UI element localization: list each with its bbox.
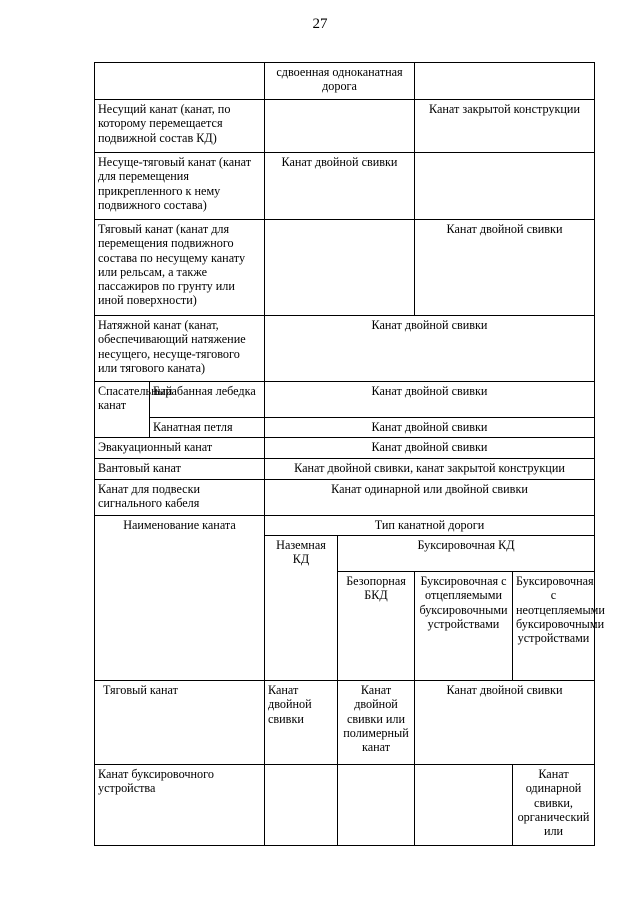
table-cell: Канат двойной свивки bbox=[265, 153, 415, 220]
rope-name-cell: Тяговый канат (канат для перемещения подвижного состава по несущему канату или рельсам, а также пассажиров по грунту или иной поверхности) bbox=[95, 220, 265, 316]
table-cell bbox=[265, 100, 415, 153]
table-row bbox=[95, 438, 595, 459]
rope-name-cell: Несуще-тяговый канат (канат для перемещения прикрепленного к нему подвижного состава) bbox=[95, 153, 265, 220]
rope-name-cell: Спасательный канат bbox=[95, 382, 150, 438]
rope-name-cell: Несущий канат (канат, по которому перемещается подвижной состав КД) bbox=[95, 100, 265, 153]
type-header-cell: Тип канатной дороги bbox=[265, 516, 595, 536]
table-row bbox=[95, 516, 595, 536]
table-cell: Канат одинарной или двойной свивки bbox=[265, 480, 595, 516]
rope-subname-cell: Канатная петля bbox=[150, 418, 265, 438]
table-row bbox=[95, 459, 595, 480]
subtype-header-cell: Буксировочная с неотцепляемыми буксировочными устройствами bbox=[513, 572, 595, 681]
table-cell: Канат двойной свивки bbox=[415, 681, 595, 765]
table-row bbox=[95, 681, 595, 765]
table-cell: Канат двойной свивки, канат закрытой конструкции bbox=[265, 459, 595, 480]
table-cell bbox=[415, 765, 513, 846]
table-row bbox=[95, 153, 595, 220]
table-cell bbox=[265, 220, 415, 316]
rope-name-cell: Канат для подвески сигнального кабеля bbox=[95, 480, 265, 516]
table-row bbox=[95, 382, 595, 418]
table-cell bbox=[265, 765, 338, 846]
rope-types-table bbox=[94, 62, 605, 846]
rope-name-cell: Канат буксировочного устройства bbox=[95, 765, 265, 846]
table-cell bbox=[338, 765, 415, 846]
ground-header-cell: Наземная КД bbox=[265, 536, 338, 681]
subtype-header-cell: Безопорная БКД bbox=[338, 572, 415, 681]
table-row bbox=[95, 63, 595, 100]
table-cell: Канат двойной свивки bbox=[265, 382, 595, 418]
page-number: 27 bbox=[312, 16, 328, 32]
name-header-cell: Наименование каната bbox=[95, 516, 265, 681]
rope-subname-cell: Барабанная лебедка bbox=[150, 382, 265, 418]
table-cell: Канат двойной свивки bbox=[415, 220, 595, 316]
subtype-header-cell: Буксировочная с отцепляемыми буксировочными устройствами bbox=[415, 572, 513, 681]
table-cell: Канат двойной свивки bbox=[265, 316, 595, 382]
table-row bbox=[95, 480, 595, 516]
table-cell: Канат двойной свивки bbox=[265, 438, 595, 459]
table-cell: Канат двойной свивки bbox=[265, 418, 595, 438]
table-row bbox=[95, 765, 595, 846]
table-cell: Канат закрытой конструкции bbox=[415, 100, 595, 153]
table-cell bbox=[95, 63, 265, 100]
table-row bbox=[95, 418, 595, 438]
table-row bbox=[95, 100, 595, 153]
table-row bbox=[95, 316, 595, 382]
table-row bbox=[95, 220, 595, 316]
table-cell: Канат двойной свивки или полимерный канат bbox=[338, 681, 415, 765]
table-cell: Канат двойной свивки bbox=[265, 681, 338, 765]
table-cell: сдвоенная одноканатная дорога bbox=[265, 63, 415, 100]
table-cell bbox=[415, 63, 595, 100]
rope-name-cell: Вантовый канат bbox=[95, 459, 265, 480]
rope-name-cell: Эвакуационный канат bbox=[95, 438, 265, 459]
table-cell: Канат одинарной свивки, органический или bbox=[513, 765, 595, 846]
tow-header-cell: Буксировочная КД bbox=[338, 536, 595, 572]
rope-name-cell: Тяговый канат bbox=[95, 681, 265, 765]
rope-name-cell: Натяжной канат (канат, обеспечивающий натяжение несущего, несуще-тягового или тягового каната) bbox=[95, 316, 265, 382]
table-cell bbox=[415, 153, 595, 220]
